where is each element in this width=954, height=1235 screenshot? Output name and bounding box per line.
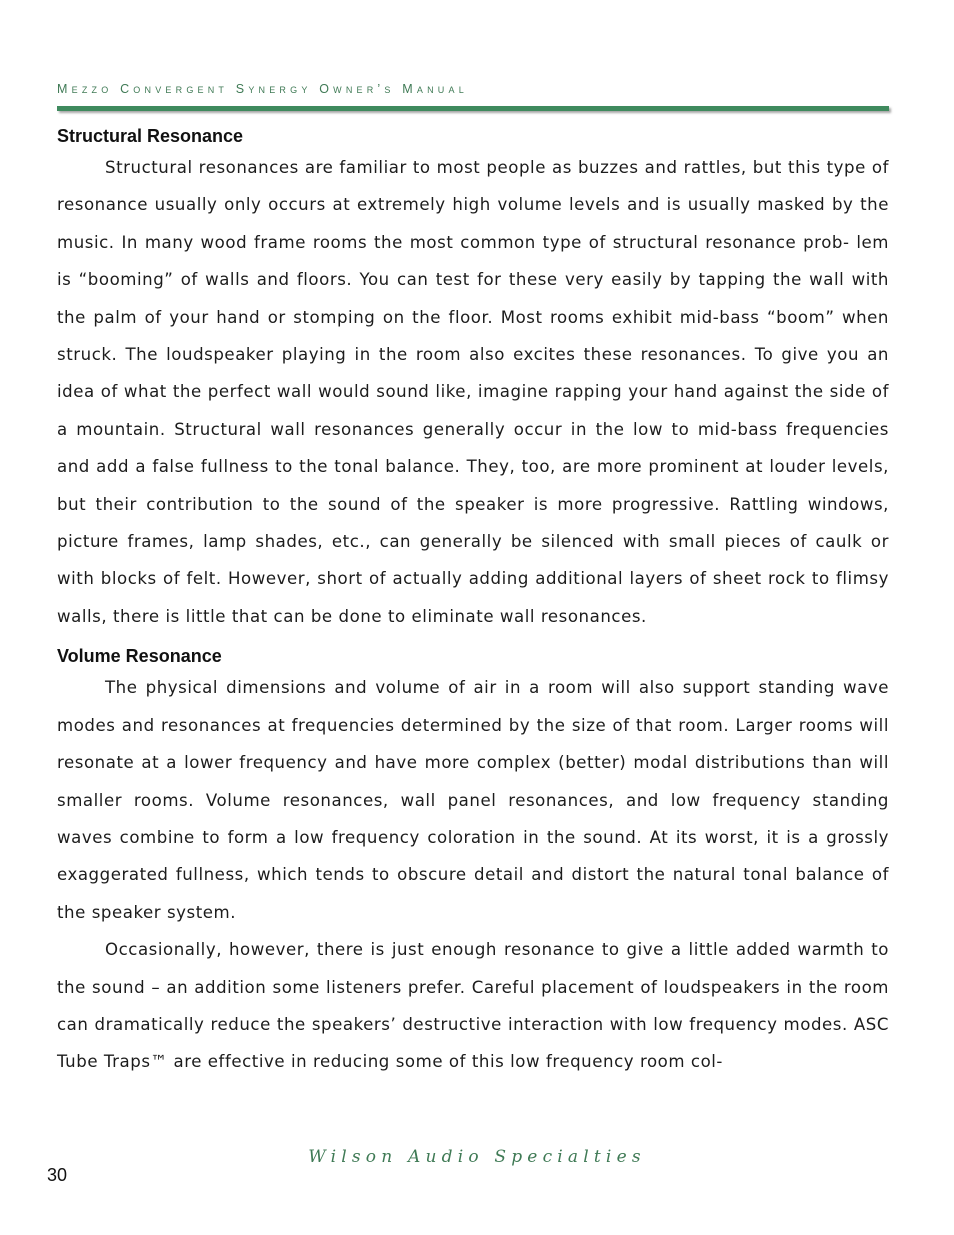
running-header-title: Mezzo Convergent Synergy Owner’s Manual xyxy=(57,82,468,96)
header-divider xyxy=(57,106,889,111)
section-structural-resonance xyxy=(57,126,889,635)
section-volume-resonance xyxy=(57,646,889,1080)
page-number: 30 xyxy=(47,1165,68,1185)
section-heading-volume-resonance: Volume Resonance xyxy=(57,646,222,667)
paragraph-structural-resonance-1: Structural resonances are familiar to most people as buzzes and rattles, but this type of resonance usually only occurs at extremely high volume levels and is usually masked by the music. In many wood frame rooms the most common type of structural resonance prob- lem is “booming” of walls and floors. You can test for these very easily by tapping the wall with the palm of your hand or stomping on the floor. Most rooms exhibit mid-bass “boom” when struck. The loudspeaker playing in the room also excites these resonances. To give you an idea of what the perfect wall would sound like, imagine rapping your hand against the side of a mountain. Structural wall resonances generally occur in the low to mid-bass frequencies and add a false fullness to the tonal balance. They, too, are more prominent at louder levels, but their contribution to the sound of the speaker is more progressive. Rattling windows, picture frames, lamp shades, etc., can generally be silenced with small pieces of caulk or with blocks of felt. However, short of actually adding additional layers of sheet rock to flimsy walls, there is little that can be done to eliminate wall resonances. xyxy=(57,158,889,626)
section-heading-structural-resonance: Structural Resonance xyxy=(57,126,244,146)
footer-brand-name: Wilson Audio Specialties xyxy=(308,1147,646,1167)
page-body xyxy=(57,126,889,1081)
paragraph-volume-resonance-2: Occasionally, however, there is just enough resonance to give a little added warmth to the sound – an addition some listeners prefer. Careful placement of loudspeakers in the room can dramatically reduce the speakers’ destructive interaction with low frequency modes. ASC Tube Traps™ are effective in reducing some of this low frequency room col- xyxy=(57,940,889,1072)
paragraph-volume-resonance-1: The physical dimensions and volume of air in a room will also support standing wave modes and resonances at frequencies determined by the size of that room. Larger rooms will resonate at a lower frequency and have more complex (better) modal distributions than will smaller rooms. Volume resonances, wall panel resonances, and low frequency standing waves combine to form a low frequency coloration in the sound. At its worst, it is a grossly exaggerated fullness, which tends to obscure detail and distort the natural tonal balance of the speaker system. xyxy=(57,678,889,922)
